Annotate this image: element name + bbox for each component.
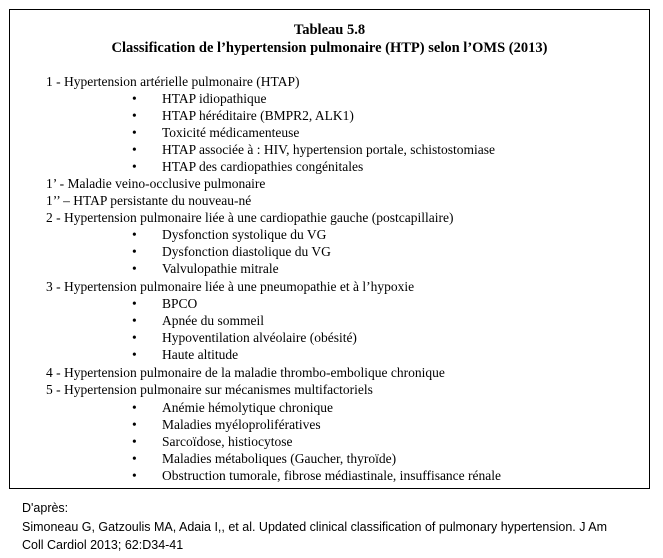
list-item (10, 433, 649, 450)
list-item (10, 124, 649, 141)
list-item-text: Toxicité médicamenteuse (162, 125, 300, 140)
list-item (10, 450, 649, 467)
bullet-icon: • (132, 159, 137, 174)
list-item-text: BPCO (162, 296, 198, 311)
table-subtitle: Classification de l’hypertension pulmonaire (HTP) selon l’OMS (2013) (111, 40, 548, 56)
list-item-text: Maladies métaboliques (Gaucher, thyroïde) (162, 451, 397, 466)
list-item (10, 399, 649, 416)
citation-line-2: Coll Cardiol 2013; 62:D34-41 (22, 538, 184, 552)
source-label: D'après: (22, 501, 69, 515)
group-3-heading: 3 - Hypertension pulmonaire liée à une pneumopathie et à l’hypoxie (46, 279, 415, 294)
bullet-icon: • (132, 91, 137, 106)
list-item-text: HTAP héréditaire (BMPR2, ALK1) (162, 108, 354, 123)
list-item-text: Obstruction tumorale, fibrose médiastinale, insuffisance rénale (162, 468, 502, 483)
list-item-text: Apnée du sommeil (162, 313, 264, 328)
list-item (10, 346, 649, 363)
list-item (10, 107, 649, 124)
list-item (10, 312, 649, 329)
list-item (10, 467, 649, 484)
list-item-text: Haute altitude (162, 347, 239, 362)
list-item (10, 158, 649, 175)
list-item-text: Hypoventilation alvéolaire (obésité) (162, 330, 357, 345)
bullet-icon: • (132, 261, 137, 276)
list-item (10, 329, 649, 346)
bullet-icon: • (132, 296, 137, 311)
list-item-text: Anémie hémolytique chronique (162, 400, 333, 415)
table-number-title: Tableau 5.8 (293, 22, 366, 38)
bullet-icon: • (132, 125, 137, 140)
list-item-text: Valvulopathie mitrale (162, 261, 279, 276)
citation-line-1: Simoneau G, Gatzoulis MA, Adaia I,, et al. Updated clinical classification of pulmonary hypertension. J Am (22, 520, 608, 534)
list-item (10, 226, 649, 243)
bullet-icon: • (132, 400, 137, 415)
bullet-icon: • (132, 330, 137, 345)
list-item (10, 141, 649, 158)
list-item (10, 260, 649, 277)
bullet-icon: • (132, 142, 137, 157)
bullet-icon: • (132, 227, 137, 242)
list-item (10, 295, 649, 312)
group-1-heading: 1 - Hypertension artérielle pulmonaire (HTAP) (46, 74, 300, 89)
list-item-text: Dysfonction diastolique du VG (162, 244, 331, 259)
bullet-icon: • (132, 468, 137, 483)
list-item (10, 243, 649, 260)
bullet-icon: • (132, 244, 137, 259)
list-item-text: Maladies myéloprolifératives (162, 417, 321, 432)
bullet-icon: • (132, 417, 137, 432)
bullet-icon: • (132, 347, 137, 362)
bullet-icon: • (132, 434, 137, 449)
group-1-prime-heading: 1’ - Maladie veino-occlusive pulmonaire (46, 176, 266, 191)
group-1-double-prime-heading: 1’’ – HTAP persistante du nouveau-né (46, 193, 252, 208)
list-item (10, 416, 649, 433)
group-5-heading: 5 - Hypertension pulmonaire sur mécanismes multifactoriels (46, 382, 373, 397)
bullet-icon: • (132, 313, 137, 328)
list-item-text: HTAP associée à : HIV, hypertension portale, schistostomiase (162, 142, 495, 157)
list-item-text: HTAP des cardiopathies congénitales (162, 159, 364, 174)
bullet-icon: • (132, 108, 137, 123)
list-item (10, 90, 649, 107)
classification-table (9, 9, 650, 489)
group-4-heading: 4 - Hypertension pulmonaire de la maladie thrombo-embolique chronique (46, 365, 445, 380)
list-item-text: Sarcoïdose, histiocytose (162, 434, 293, 449)
list-item-text: Dysfonction systolique du VG (162, 227, 327, 242)
bullet-icon: • (132, 451, 137, 466)
group-2-heading: 2 - Hypertension pulmonaire liée à une cardiopathie gauche (postcapillaire) (46, 210, 454, 225)
list-item-text: HTAP idiopathique (162, 91, 267, 106)
